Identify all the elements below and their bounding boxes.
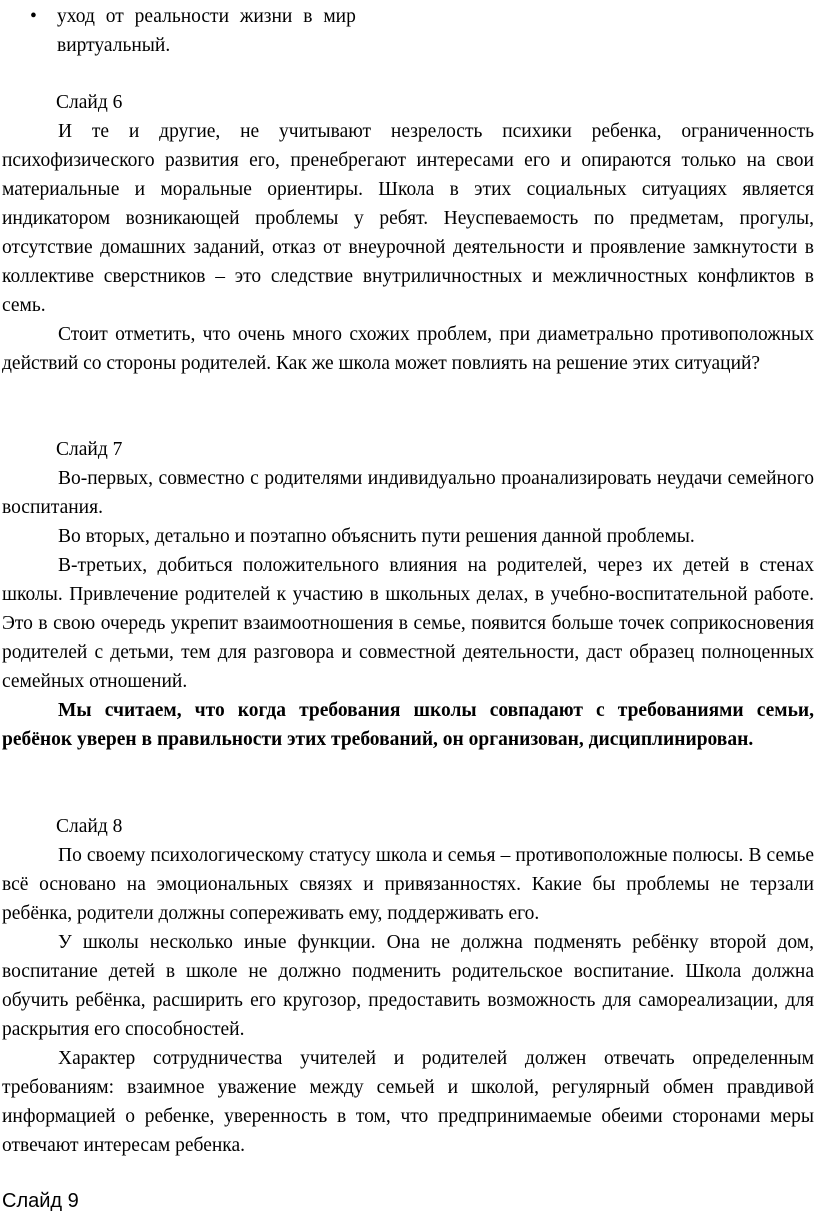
slide-8-paragraph-3: Характер сотрудничества учителей и родителей должен отвечать определенным требованиям: взаимное уважение между семьей и школой, регулярный обмен правдивой информацией о ребенке, уверенность в том, что предпринимаемые обеими сторонами меры отвечают интересам ребенка. [2,1048,814,1156]
slide-8-heading: Слайд 8 [56,816,123,837]
slide-6-paragraph-1: И те и другие, не учитывают незрелость психики ребенка, ограниченность психофизического развития его, пренебрегают интересами его и опираются только на свои материальные и моральные ориентиры. Школа в этих социальных ситуациях является индикатором возникающей проблемы у ребят. Неуспеваемость по предметам, прогулы, отсутствие домашних заданий, отказ от внеурочной деятельности и проявление замкнутости в коллективе сверстников – это следствие внутриличностных и межличностных конфликтов в семь. [2,121,814,316]
slide-8-paragraph-1: По своему психологическому статусу школа и семья – противоположные полюсы. В семье всё основано на эмоциональных связях и привязанностях. Какие бы проблемы не терзали ребёнка, родители должны сопереживать ему, поддерживать его. [2,845,814,924]
slide-7-paragraph-2: Во вторых, детально и поэтапно объяснить пути решения данной проблемы. [58,526,695,547]
slide-7-paragraph-1: Во-первых, совместно с родителями индивидуально проанализировать неудачи семейного воспитания. [2,468,814,518]
slide-7-paragraph-3: В-третьих, добиться положительного влияния на родителей, через их детей в стенах школы. Привлечение родителей к участию в школьных делах, в учебно-воспитательной работе. Это в свою очередь укрепит взаимоотношения в семье, появится больше точек соприкосновения родителей с детьми, тем для разговора и совместной деятельности, даст образец полноценных семейных отношений. [2,555,814,692]
slide-6-heading: Слайд 6 [56,92,123,113]
slide-7-heading: Слайд 7 [56,439,123,460]
slide-9-heading: Слайд 9 [2,1190,79,1212]
slide-7-bold-conclusion: Мы считаем, что когда требования школы совпадают с требованиями семьи, ребёнок уверен в правильности этих требований, он организован, дисциплинирован. [2,700,814,750]
bullet-text: уход от реальности жизни в мир виртуальный. [57,6,356,56]
slide-6-paragraph-2: Стоит отметить, что очень много схожих проблем, при диаметрально противоположных действий со стороны родителей. Как же школа может повлиять на решение этих ситуаций? [2,324,814,374]
bullet-icon: • [30,6,37,27]
slide-8-paragraph-2: У школы несколько иные функции. Она не должна подменять ребёнку второй дом, воспитание детей в школе не должно подменить родительское воспитание. Школа должна обучить ребёнка, расширить его кругозор, предоставить возможность для самореализации, для раскрытия его способностей. [2,932,814,1040]
